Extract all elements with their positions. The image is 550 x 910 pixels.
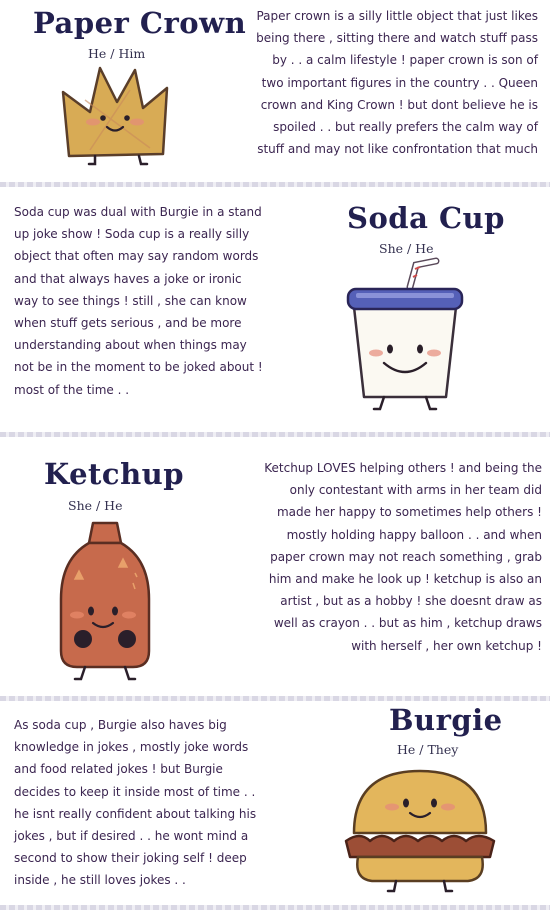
character-bio: As soda cup , Burgie also haves big knowledge in jokes , mostly joke words and food related jokes ! but Burgie decides to keep it inside most of time . . he isnt really confident about talking his jokes , but if desired . . he wont mind a second to show their joking self ! deep inside , he still loves jokes . .	[14, 718, 257, 888]
section-divider	[0, 905, 550, 910]
character-pronouns: He / They	[397, 742, 459, 757]
character-card-ketchup	[0, 437, 550, 696]
character-pronouns: She / He	[379, 241, 434, 256]
character-card-burgie	[0, 701, 550, 910]
character-name: Soda Cup	[347, 201, 505, 235]
character-bio: Ketchup LOVES helping others ! and being the only contestant with arms in her team did made her happy to sometimes help others ! mostly holding happy balloon . . and when paper crown may not reach something , grab him and make he look up ! ketchup is also an artist , but as a hobby ! she doesnt draw as well as crayon . . but as him , ketchup draws with herself , her own ketchup !	[264, 461, 542, 653]
character-name: Ketchup	[44, 457, 185, 491]
character-bio: Paper crown is a silly little object that just likes being there , sitting there and watch stuff pass by . . a calm lifestyle ! paper crown is son of two important figures in the country . . Queen crown and King Crown ! but dont believe he is spoiled . . but really prefers the calm way of stuff and may not like confrontation that much	[256, 9, 538, 157]
character-card-soda-cup	[0, 187, 550, 432]
character-name: Burgie	[389, 703, 503, 737]
character-card-paper-crown	[0, 0, 550, 182]
character-pronouns: She / He	[68, 498, 123, 513]
character-bio: Soda cup was dual with Burgie in a stand up joke show ! Soda cup is a really silly object that often may say random words and that always haves a joke or ironic way to see things ! still , she can know when stuff gets serious , and be more understanding about when things may not be in the moment to be joked about ! most of the time . .	[14, 205, 263, 397]
ketchup-bottle-icon	[45, 519, 165, 689]
paper-crown-icon	[55, 60, 175, 170]
burger-icon	[340, 761, 500, 901]
character-pronouns: He / Him	[88, 46, 146, 61]
soda-cup-icon	[340, 257, 470, 417]
character-name: Paper Crown	[33, 6, 247, 40]
